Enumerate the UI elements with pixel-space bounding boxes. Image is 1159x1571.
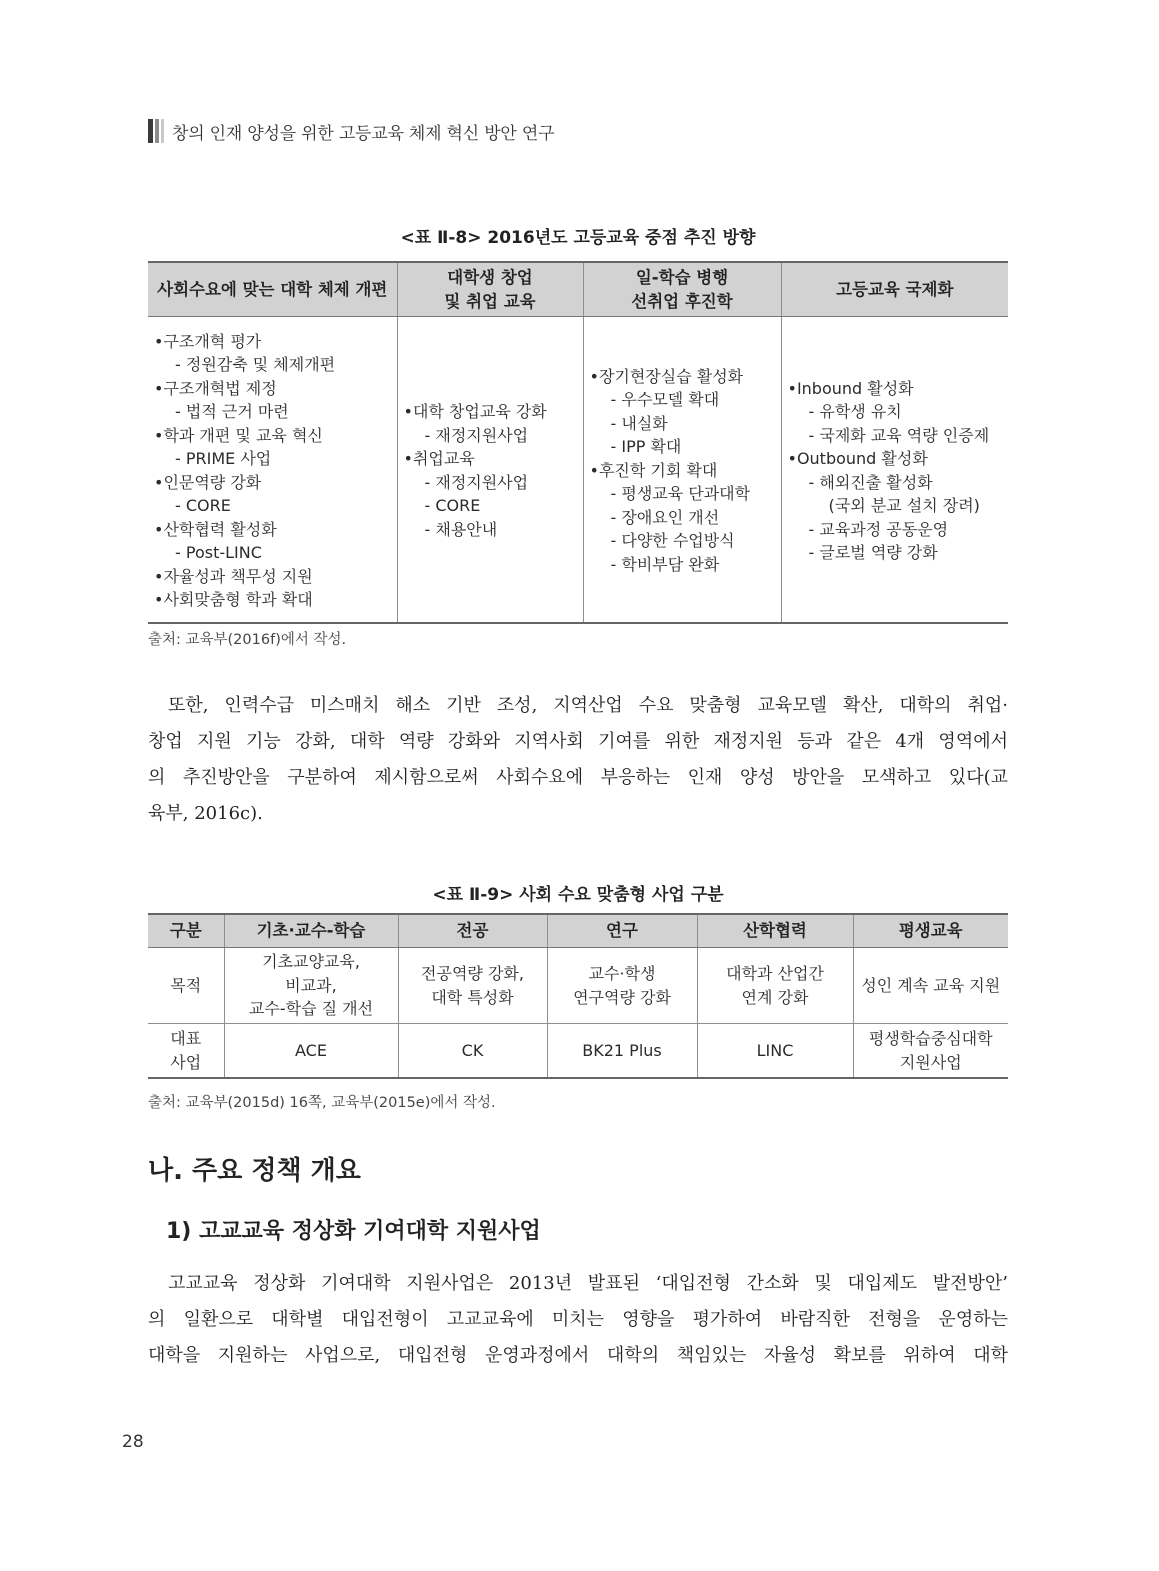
table2-source: 출처: 교육부(2015d) 16쪽, 교육부(2015e)에서 작성. [148, 1095, 496, 1111]
cell-line: ACE [295, 1040, 327, 1060]
table1-header-cell: 사회수요에 맞는 대학 체제 개편 [148, 262, 397, 317]
cell-line: 교수-학습 질 개선 [248, 999, 374, 1019]
sub-item: - 정원감축 및 체제개편 [175, 355, 336, 374]
bullet-item: •사회맞춤형 학과 확대 [154, 590, 313, 609]
bullet-item: •취업교육 [403, 449, 475, 468]
subsection-heading: 1) 고교교육 정상화 기여대학 지원사업 [166, 1219, 541, 1244]
table2-cell [547, 1024, 697, 1079]
table1-header-cell: 대학생 창업 및 취업 교육 [397, 262, 583, 317]
cell-line: 연구역량 강화 [573, 987, 671, 1007]
cell-line: 성인 계속 교육 지원 [861, 975, 1001, 995]
table2-header-cell: 전공 [398, 914, 547, 948]
sub-item: - 유학생 유치 [808, 402, 902, 421]
row-label-cell [148, 948, 224, 1024]
table2-cell [224, 1024, 398, 1079]
table1-source: 출처: 교육부(2016f)에서 작성. [148, 632, 347, 648]
sub-item: - IPP 확대 [610, 437, 682, 457]
bullet-item: •후진학 기회 확대 [589, 460, 718, 480]
cell-line: 교수·학생 [588, 964, 656, 983]
table2-caption: <표 Ⅱ-9> 사회 수요 맞춤형 사업 구분 [432, 885, 724, 905]
sub-item: - 재정지원사업 [424, 472, 529, 492]
sub-item: - 학비부담 완화 [610, 554, 720, 574]
table-row [148, 1024, 1008, 1079]
paragraph-line: 의 일환으로 대학별 대입전형이 고교교육에 미치는 영향을 평가하여 바람직한 전형을 운영하는 [148, 1309, 1008, 1330]
table1-cell [781, 317, 1008, 624]
sub-item: - CORE [424, 496, 481, 515]
sub-item: - 우수모델 확대 [610, 390, 720, 410]
page-number: 28 [122, 1432, 144, 1452]
table2-cell [697, 948, 853, 1024]
cell-line: 대학 특성화 [431, 987, 514, 1007]
cell-line: 사업 [170, 1052, 202, 1072]
cell-line: 평생학습중심대학 [868, 1029, 993, 1048]
sub-item: - PRIME 사업 [175, 449, 272, 468]
sub-item: - 채용안내 [424, 519, 498, 539]
sub-item: - 국제화 교육 역량 인증제 [808, 425, 990, 445]
bullet-item: •구조개혁법 제정 [154, 378, 277, 398]
bullet-item: •Outbound 활성화 [787, 449, 928, 468]
cell-line: 대학과 산업간 [726, 964, 824, 983]
bullet-item: •구조개혁 평가 [154, 331, 262, 351]
bullet-item: •인문역량 강화 [154, 472, 262, 492]
program-category-table [148, 913, 1008, 1079]
table2-header-cell: 산학협력 [697, 914, 853, 948]
bullet-item: •Inbound 활성화 [787, 378, 914, 398]
running-header-title: 창의 인재 양성을 위한 고등교육 체제 혁신 방안 연구 [172, 123, 555, 144]
table2-cell [224, 948, 398, 1024]
sub-item: - 장애요인 개선 [610, 507, 720, 527]
sub-item: - 다양한 수업방식 [610, 531, 735, 551]
cell-line: 목적 [170, 975, 202, 995]
section-heading: 나. 주요 정책 개요 [148, 1156, 361, 1186]
sub-item: - Post-LINC [175, 543, 262, 562]
sub-item: - 법적 근거 마련 [175, 402, 289, 421]
body-paragraph [148, 1266, 1008, 1374]
bullet-item: •대학 창업교육 강화 [403, 402, 547, 421]
table2-header-cell: 기초·교수-학습 [224, 914, 398, 948]
running-header [148, 118, 554, 144]
table2-cell [398, 948, 547, 1024]
table2-cell [398, 1024, 547, 1079]
cell-line: 연계 강화 [741, 987, 809, 1007]
bullet-item: •학과 개편 및 교육 혁신 [154, 425, 323, 445]
sub-item: (국외 분교 설치 장려) [828, 496, 980, 515]
cell-line: 대표 [170, 1029, 202, 1048]
table2-cell [547, 948, 697, 1024]
table-row [148, 948, 1008, 1024]
body-paragraph [148, 688, 1008, 832]
table1-cell [148, 317, 397, 624]
cell-line: 전공역량 강화, [421, 964, 524, 983]
table2-cell [697, 1024, 853, 1079]
cell-line: 비교과, [285, 975, 337, 995]
paragraph-line: 창업 지원 기능 강화, 대학 역량 강화와 지역사회 기여를 위한 재정지원 등과 같은 4개 영역에서 [148, 731, 1008, 752]
header-bar-icon [148, 119, 164, 143]
bullet-item: •자율성과 책무성 지원 [154, 566, 313, 586]
paragraph-line: 대학을 지원하는 사업으로, 대입전형 운영과정에서 대학의 책임있는 자율성 확보를 위하여 대학 [148, 1345, 1008, 1366]
table1-header-cell: 일-학습 병행 선취업 후진학 [583, 262, 781, 317]
paragraph-line: 육부, 2016c). [148, 803, 263, 824]
cell-line: 지원사업 [899, 1052, 962, 1072]
cell-line: BK21 Plus [582, 1040, 662, 1060]
table1-cell [583, 317, 781, 624]
cell-line: 기초교양교육, [262, 952, 360, 972]
sub-item: - 내실화 [610, 413, 668, 433]
row-label-cell [148, 1024, 224, 1079]
table1-header-cell: 고등교육 국제화 [781, 262, 1008, 317]
table2-header-cell: 구분 [148, 914, 224, 948]
paragraph-line: 또한, 인력수급 미스매치 해소 기반 조성, 지역산업 수요 맞춤형 교육모델 확산, 대학의 취업· [168, 695, 1008, 716]
table2-header-cell: 연구 [547, 914, 697, 948]
sub-item: - 해외진출 활성화 [808, 472, 933, 492]
table2-cell [853, 948, 1008, 1024]
table2-cell [853, 1024, 1008, 1079]
sub-item: - 교육과정 공동운영 [808, 519, 949, 539]
bullet-item: •장기현장실습 활성화 [589, 366, 744, 386]
table2-header-cell: 평생교육 [853, 914, 1008, 948]
policy-direction-table [148, 261, 1008, 624]
sub-item: - 글로벌 역량 강화 [808, 543, 938, 562]
paragraph-line: 의 추진방안을 구분하여 제시함으로써 사회수요에 부응하는 인재 양성 방안을 모색하고 있다(교 [148, 767, 1008, 788]
bullet-item: •산학협력 활성화 [154, 519, 277, 539]
cell-line: CK [461, 1040, 484, 1060]
table1-caption: <표 Ⅱ-8> 2016년도 고등교육 중점 추진 방향 [400, 228, 756, 248]
sub-item: - CORE [175, 496, 231, 515]
sub-item: - 재정지원사업 [424, 425, 529, 445]
sub-item: - 평생교육 단과대학 [610, 484, 751, 504]
cell-line: LINC [756, 1040, 794, 1060]
table1-cell [397, 317, 583, 624]
paragraph-line: 고교교육 정상화 기여대학 지원사업은 2013년 발표된 ‘대입전형 간소화 및 대입제도 발전방안’ [168, 1273, 1008, 1294]
